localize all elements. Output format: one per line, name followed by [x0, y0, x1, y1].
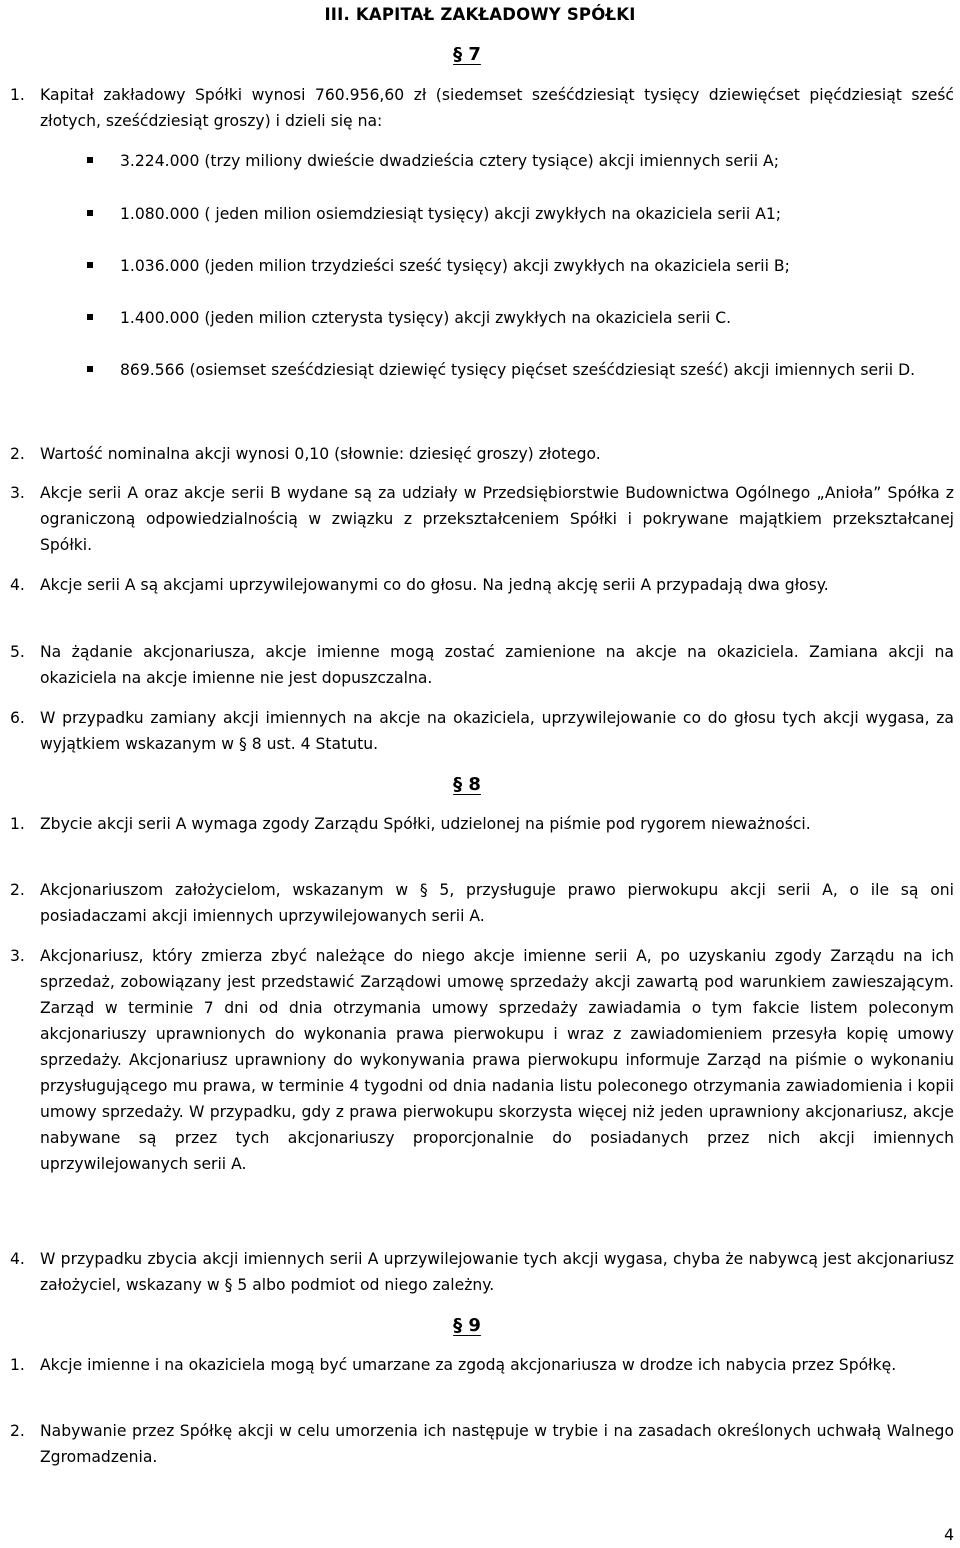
paragraph-number: 4. — [10, 1250, 25, 1268]
section-heading-9: § 9 — [453, 1315, 481, 1336]
paragraph-number: 1. — [10, 86, 25, 104]
paragraph-number: 2. — [10, 881, 25, 899]
paragraph-text: Na żądanie akcjonariusza, akcje imienne mogą zostać zamienione na akcje na okaziciela. Zamiana akcji na okaziciela na akcje imienne nie jest dopuszczalna. — [40, 643, 954, 687]
page-number: 4 — [944, 1526, 954, 1544]
paragraph-number: 1. — [10, 1356, 25, 1374]
paragraph-text: Kapitał zakładowy Spółki wynosi 760.956,60 zł (siedemset sześćdziesiąt tysięcy dziewięćset pięćdziesiąt sześć złotych, sześćdziesiąt groszy) i dzieli się na: — [40, 86, 954, 130]
section-heading-7: § 7 — [453, 44, 481, 65]
paragraph-number: 4. — [10, 576, 25, 594]
paragraph-text: W przypadku zbycia akcji imiennych serii A uprzywilejowanie tych akcji wygasa, chyba że nabywcą jest akcjonariusz założyciel, wskazany w § 5 albo podmiot od niego zależny. — [40, 1250, 954, 1294]
paragraph-number: 3. — [10, 947, 25, 965]
paragraph-text: Nabywanie przez Spółkę akcji w celu umorzenia ich następuje w trybie i na zasadach określonych uchwałą Walnego Zgromadzenia. — [40, 1422, 954, 1466]
share-series-item: 1.080.000 ( jeden milion osiemdziesiąt tysięcy) akcji zwykłych na okaziciela serii A1; — [120, 205, 782, 223]
paragraph-text: W przypadku zamiany akcji imiennych na akcje na okaziciela, uprzywilejowanie co do głosu tych akcji wygasa, za wyjątkiem wskazanym w § 8 ust. 4 Statutu. — [40, 709, 954, 753]
paragraph-text: Akcjonariuszom założycielom, wskazanym w § 5, przysługuje prawo pierwokupu akcji serii A, o ile są oni posiadaczami akcji imiennych uprzywilejowanych serii A. — [40, 881, 954, 925]
paragraph-number: 5. — [10, 643, 25, 661]
share-series-item: 869.566 (osiemset sześćdziesiąt dziewięć tysięcy pięćset sześćdziesiąt sześć) akcji imiennych serii D. — [120, 361, 916, 379]
paragraph-number: 3. — [10, 484, 25, 502]
paragraph-number: 2. — [10, 1422, 25, 1440]
bullet-marker — [87, 157, 93, 163]
share-series-item: 3.224.000 (trzy miliony dwieście dwadzieścia cztery tysiące) akcji imiennych serii A; — [120, 152, 779, 170]
paragraph-text: Wartość nominalna akcji wynosi 0,10 (słownie: dziesięć groszy) złotego. — [40, 445, 601, 463]
paragraph-number: 6. — [10, 709, 25, 727]
bullet-marker — [87, 314, 93, 320]
paragraph-text: Akcje serii A są akcjami uprzywilejowanymi co do głosu. Na jedną akcję serii A przypadają dwa głosy. — [40, 576, 829, 594]
bullet-marker — [87, 262, 93, 268]
paragraph-text: Akcje imienne i na okaziciela mogą być umarzane za zgodą akcjonariusza w drodze ich nabycia przez Spółkę. — [40, 1356, 897, 1374]
section-heading-8: § 8 — [453, 774, 481, 795]
bullet-marker — [87, 366, 93, 372]
bullet-marker — [87, 210, 93, 216]
share-series-item: 1.400.000 (jeden milion czterysta tysięcy) akcji zwykłych na okaziciela serii C. — [120, 309, 732, 327]
chapter-title: III. KAPITAŁ ZAKŁADOWY SPÓŁKI — [324, 5, 636, 24]
paragraph-text: Akcjonariusz, który zmierza zbyć należące do niego akcje imienne serii A, po uzyskaniu zgody Zarządu na ich sprzedaż, zobowiązany jest przedstawić Zarządowi umowę sprzedaży akcji zawartą pod warunkiem zawieszającym. Zarząd w terminie 7 dni od dnia otrzymania umowy sprzedaży zawiadamia o tym fakcie listem poleconym akcjonariuszy uprawnionych do wykonania prawa pierwokupu i wraz z zawiadomieniem przesyła kopię umowy sprzedaży. Akcjonariusz uprawniony do wykonywania prawa pierwokupu informuje Zarząd na piśmie o wykonaniu przysługującego mu prawa, w terminie 4 tygodni od dnia nadania listu poleconego otrzymania zawiadomienia i kopii umowy sprzedaży. W przypadku, gdy z prawa pierwokupu skorzysta więcej niż jeden uprawniony akcjonariusz, akcje nabywane są przez tych akcjonariuszy proporcjonalnie do posiadanych przez nich akcji imiennych uprzywilejowanych serii A. — [40, 947, 954, 1173]
share-series-item: 1.036.000 (jeden milion trzydzieści sześć tysięcy) akcji zwykłych na okaziciela serii B; — [120, 257, 790, 275]
paragraph-text: Zbycie akcji serii A wymaga zgody Zarządu Spółki, udzielonej na piśmie pod rygorem nieważności. — [40, 815, 811, 833]
paragraph-number: 2. — [10, 445, 25, 463]
paragraph-number: 1. — [10, 815, 25, 833]
paragraph-text: Akcje serii A oraz akcje serii B wydane są za udziały w Przedsiębiorstwie Budownictwa Ogólnego „Anioła” Spółka z ograniczoną odpowiedzialnością w związku z przekształceniem Spółki i pokrywane majątkiem przekształcanej Spółki. — [40, 484, 954, 554]
